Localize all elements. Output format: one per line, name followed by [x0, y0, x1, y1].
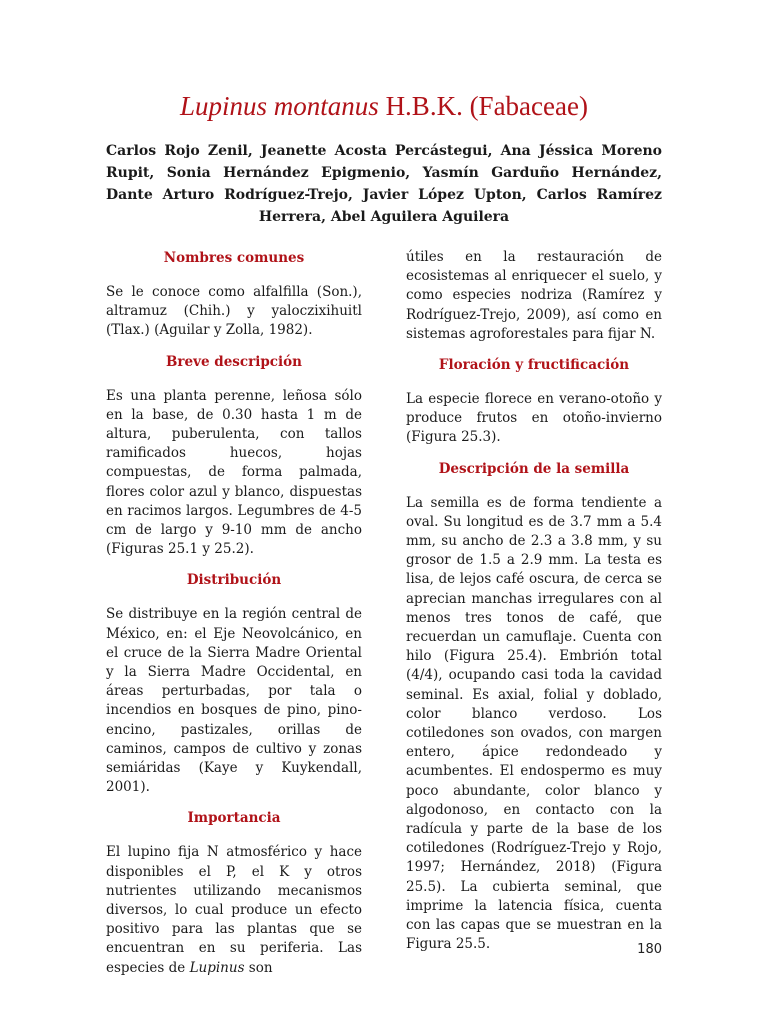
paragraph-common-names: Se le conoce como alfalfilla (Son.), altramuz (Chih.) y yaloczixihuitl (Tlax.) (Aguilar y Zolla, 1982).: [106, 284, 362, 339]
authors-list: Carlos Rojo Zenil, Jeanette Acosta Percástegui, Ana Jéssica Moreno Rupit, Sonia Hernández Epigmenio, Yasmín Garduño Hernández, Dante Arturo Rodríguez-Trejo, Javier López Upton, Carlos Ramírez Herrera, Abel Aguilera Aguilera: [106, 143, 662, 225]
page-title: [0, 88, 768, 124]
paragraph-importance: [106, 843, 362, 977]
paragraph-seed-description: La semilla es de forma tendiente a oval. Su longitud es de 3.7 mm a 5.4 mm, su ancho de 2.3 a 3.8 mm, y su grosor de 1.5 a 2.9 mm. La testa es lisa, de lejos café oscura, de cerca se aprecian manchas irregulares con al menos tres tonos de café, que recuerdan un camuflaje. Cuenta con hilo (Figura 25.4). Embrión total (4/4), ocupando casi toda la cavidad seminal. Es axial, folial y doblado, color blanco verdoso. Los cotiledones son ovados, con margen entero, ápice redondeado y acumbentes. El endospermo es muy poco abundante, color blanco y algodonoso, en contacto con la radícula y parte de la base de los cotiledones (Rodríguez-Trejo y Rojo, 1997; Hernández, 2018) (Figura 25.5). La cubierta seminal, que imprime la latencia física, cuenta con las capas que se muestran en la Figura 25.5.: [406, 494, 662, 953]
heading-distribution: Distribución: [186, 572, 282, 589]
importance-text-b: son: [244, 959, 273, 976]
paragraph-importance-continued: útiles en la restauración de ecosistemas al enriquecer el suelo, y como especies nodriza (Ramírez y Rodríguez-Trejo, 2009), así como en sistemas agroforestales para fijar N.: [406, 249, 662, 342]
paragraph-distribution: Se distribuye en la región central de México, en: el Eje Neovolcánico, en el cruce de la Sierra Madre Oriental y la Sierra Madre Occidental, en áreas perturbadas, por tala o incendios en bosques de pino, pino-encino, pastizales, orillas de caminos, campos de cultivo y zonas semiáridas (Kaye y Kuykendall, 2001).: [106, 606, 362, 796]
importance-text-a: El lupino fija N atmosférico y hace disponibles el P, el K y otros nutrientes utilizando mecanismos diversos, lo cual produce un efecto positivo para las plantas que se encuentran en su periferia. Las especies de: [106, 844, 362, 976]
species-name: Lupinus montanus: [180, 91, 379, 121]
left-column: [106, 248, 362, 978]
heading-flowering-fruiting: Floración y fructificación: [438, 357, 630, 374]
paragraph-brief-description: Es una planta perenne, leñosa sólo en la base, de 0.30 hasta 1 m de altura, puberulenta, con tallos ramificados huecos, hojas compuestas, de forma palmada, flores color azul y blanco, dispuestas en racimos largos. Legumbres de 4-5 cm de largo y 9-10 mm de ancho (Figuras 25.1 y 25.2).: [106, 387, 362, 558]
heading-seed-description: Descripción de la semilla: [438, 460, 630, 477]
genus-name: Lupinus: [189, 959, 245, 976]
heading-importance: Importancia: [187, 810, 281, 827]
paragraph-flowering-fruiting: La especie florece en verano-otoño y produce frutos en otoño-invierno (Figura 25.3).: [406, 391, 662, 446]
page-number: 180: [637, 942, 662, 957]
title-rest: H.B.K. (Fabaceae): [378, 91, 588, 121]
heading-common-names: Nombres comunes: [163, 250, 305, 266]
right-column: [406, 248, 662, 955]
heading-brief-description: Breve descripción: [166, 353, 302, 370]
